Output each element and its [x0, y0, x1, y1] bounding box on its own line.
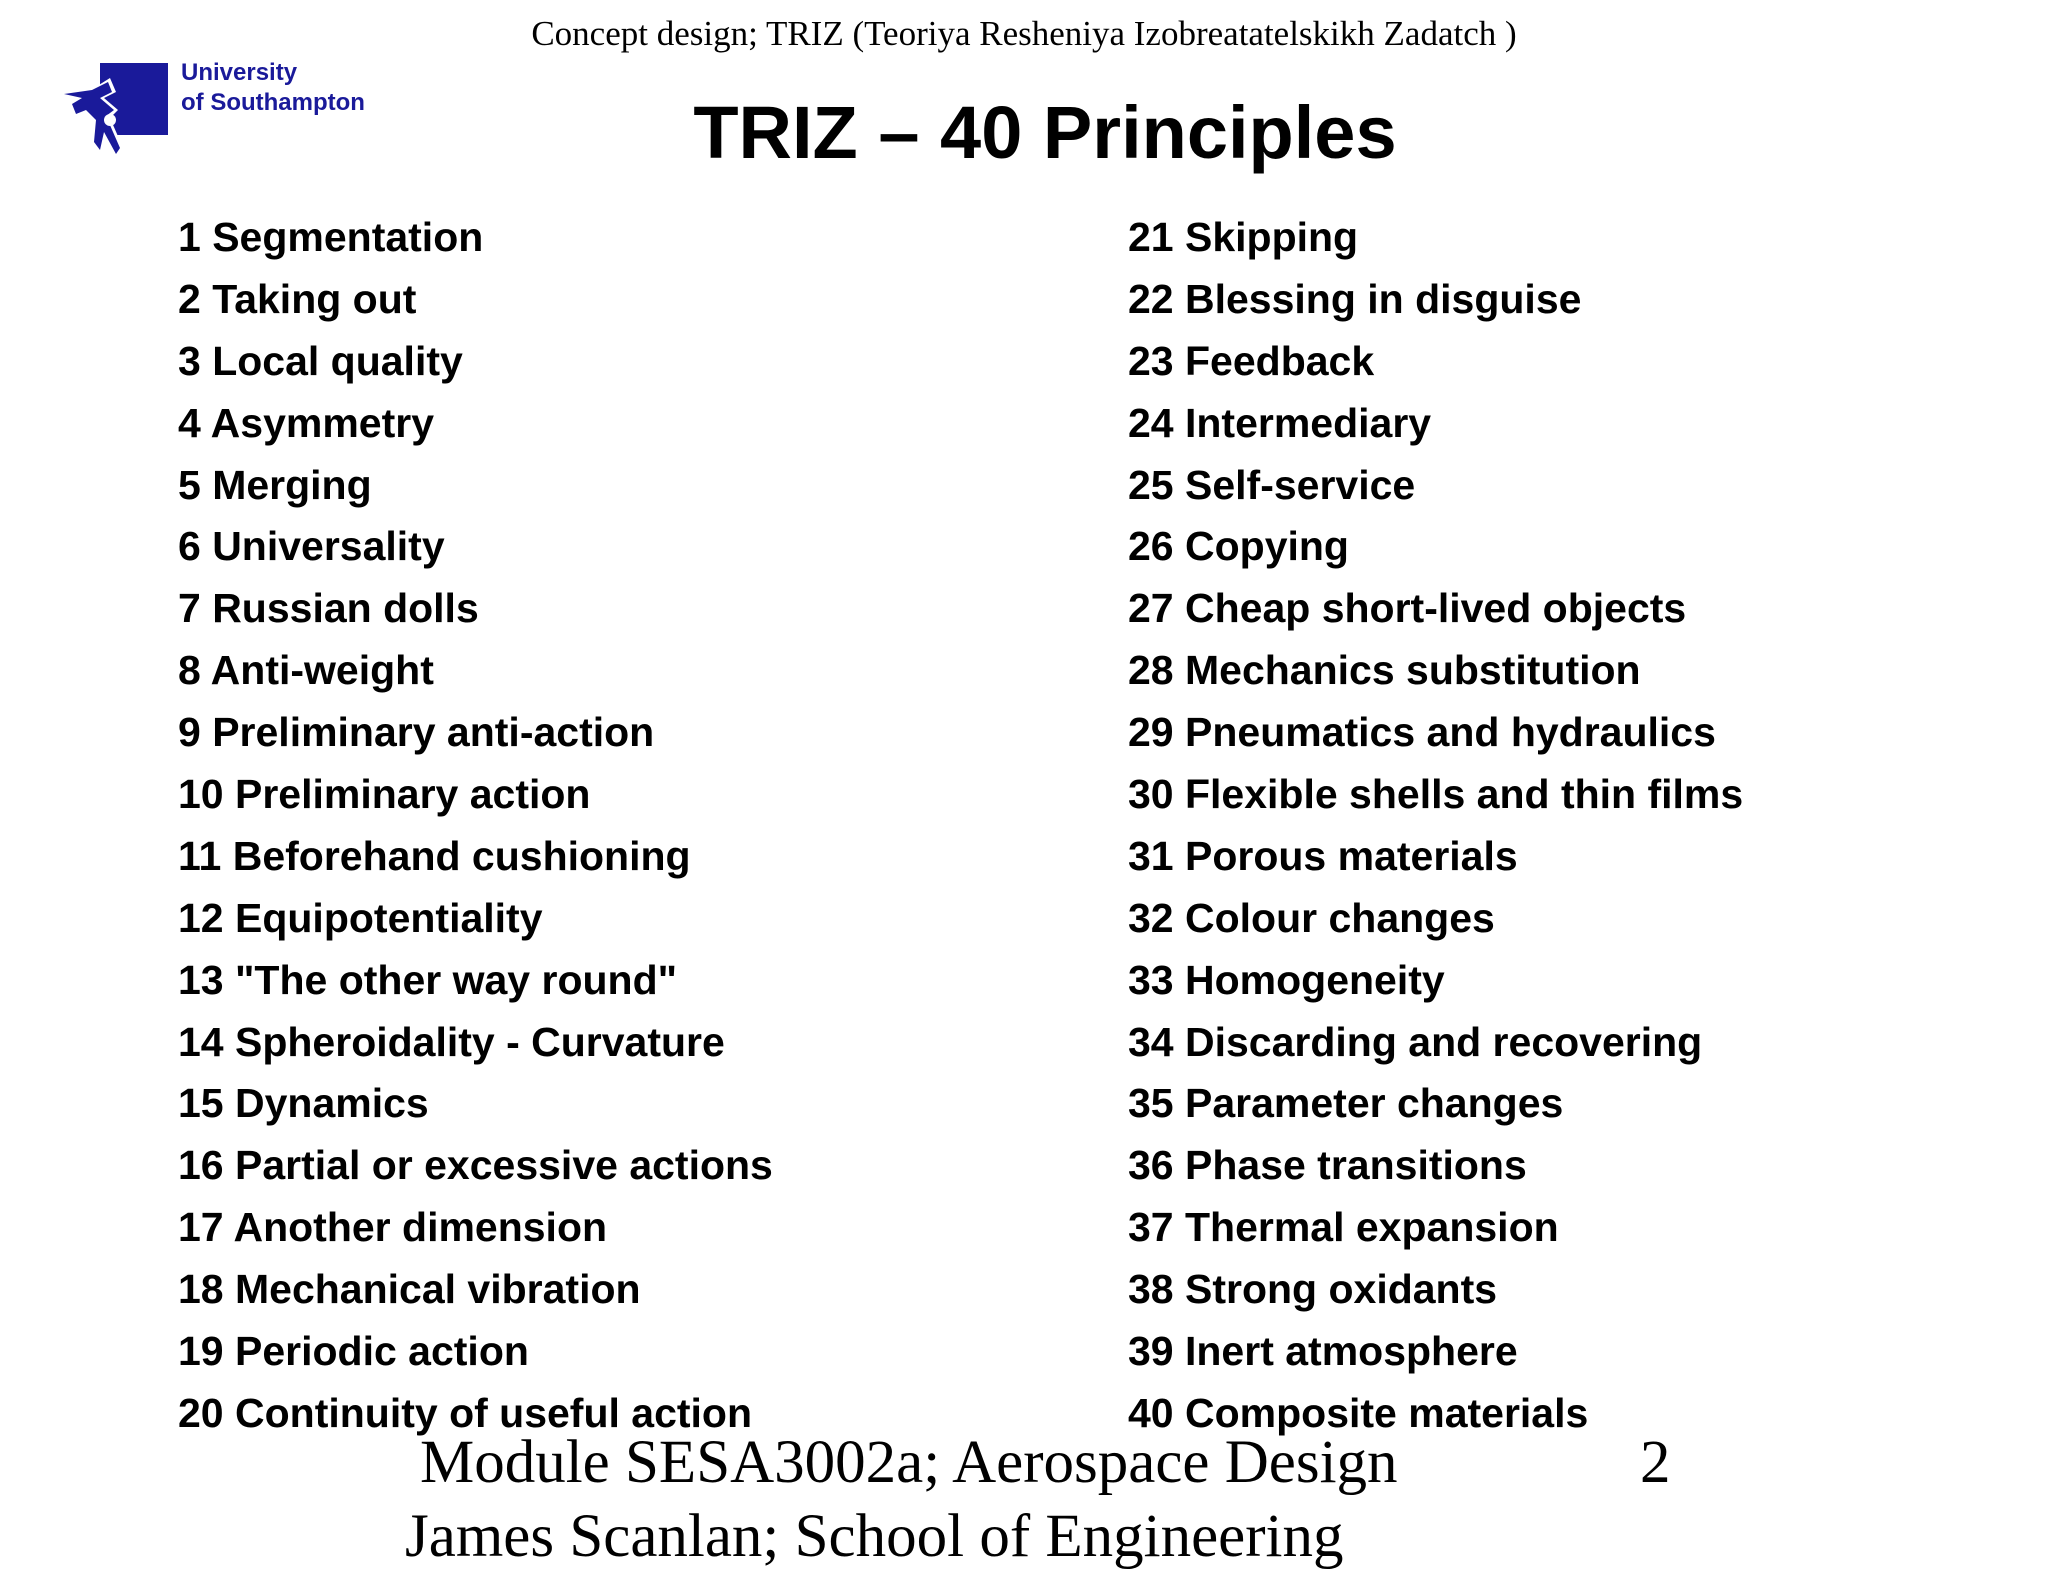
principle-item: 23 Feedback: [1128, 337, 1375, 384]
principle-item: 39 Inert atmosphere: [1128, 1328, 1518, 1375]
principle-item: 2 Taking out: [178, 275, 417, 322]
principle-item: 24 Intermediary: [1128, 399, 1432, 446]
principle-item: 5 Merging: [178, 461, 372, 508]
principle-item: 19 Periodic action: [178, 1328, 529, 1375]
principle-item: 31 Porous materials: [1128, 832, 1518, 879]
principle-item: 26 Copying: [1128, 523, 1349, 570]
principle-item: 16 Partial or excessive actions: [178, 1142, 773, 1189]
principle-item: 29 Pneumatics and hydraulics: [1128, 709, 1716, 756]
principles-list-right: [1128, 207, 1743, 1445]
principle-item: 35 Parameter changes: [1128, 1080, 1564, 1127]
page-number: 2: [1640, 1429, 1671, 1496]
principle-item: 36 Phase transitions: [1128, 1142, 1527, 1189]
principle-item: 40 Composite materials: [1128, 1389, 1589, 1436]
principle-item: 21 Skipping: [1128, 214, 1359, 260]
principle-item: 27 Cheap short-lived objects: [1128, 585, 1687, 632]
footer-author-text: James Scanlan; School of Engineering: [405, 1503, 1344, 1570]
principle-item: 10 Preliminary action: [178, 771, 591, 818]
principle-item: 3 Local quality: [178, 337, 463, 384]
principle-item: 7 Russian dolls: [178, 585, 479, 632]
principle-item: 30 Flexible shells and thin films: [1128, 771, 1744, 818]
principle-item: 6 Universality: [178, 523, 445, 570]
principle-item: 12 Equipotentiality: [178, 894, 543, 941]
page-title: TRIZ – 40 Principles: [693, 91, 1397, 174]
principle-item: 14 Spheroidality - Curvature: [178, 1018, 725, 1065]
principle-item: 32 Colour changes: [1128, 894, 1495, 941]
principle-item: 15 Dynamics: [178, 1080, 429, 1127]
principle-item: 9 Preliminary anti-action: [178, 709, 655, 756]
principles-list-left: [178, 207, 773, 1445]
logo-text-southampton: of Southampton: [181, 89, 365, 116]
principle-item: 37 Thermal expansion: [1128, 1204, 1559, 1251]
principle-item: 13 "The other way round": [178, 956, 678, 1003]
principle-item: 1 Segmentation: [178, 214, 484, 260]
footer-module-text: Module SESA3002a; Aerospace Design: [420, 1429, 1398, 1496]
slide-header: Concept design; TRIZ (Teoriya Resheniya Izobreatatelskikh Zadatch ): [531, 14, 1517, 53]
principle-item: 25 Self-service: [1128, 461, 1416, 508]
principle-item: 4 Asymmetry: [178, 399, 435, 446]
logo-text-university: University: [181, 59, 298, 86]
principle-item: 11 Beforehand cushioning: [178, 832, 691, 879]
principle-item: 28 Mechanics substitution: [1128, 647, 1641, 694]
principle-item: 38 Strong oxidants: [1128, 1266, 1498, 1313]
principle-item: 34 Discarding and recovering: [1128, 1018, 1703, 1065]
principle-item: 8 Anti-weight: [178, 647, 434, 694]
principle-item: 22 Blessing in disguise: [1128, 275, 1582, 322]
principle-item: 20 Continuity of useful action: [178, 1389, 753, 1436]
principle-item: 33 Homogeneity: [1128, 956, 1445, 1003]
principle-item: 18 Mechanical vibration: [178, 1266, 641, 1313]
principle-item: 17 Another dimension: [178, 1204, 608, 1251]
